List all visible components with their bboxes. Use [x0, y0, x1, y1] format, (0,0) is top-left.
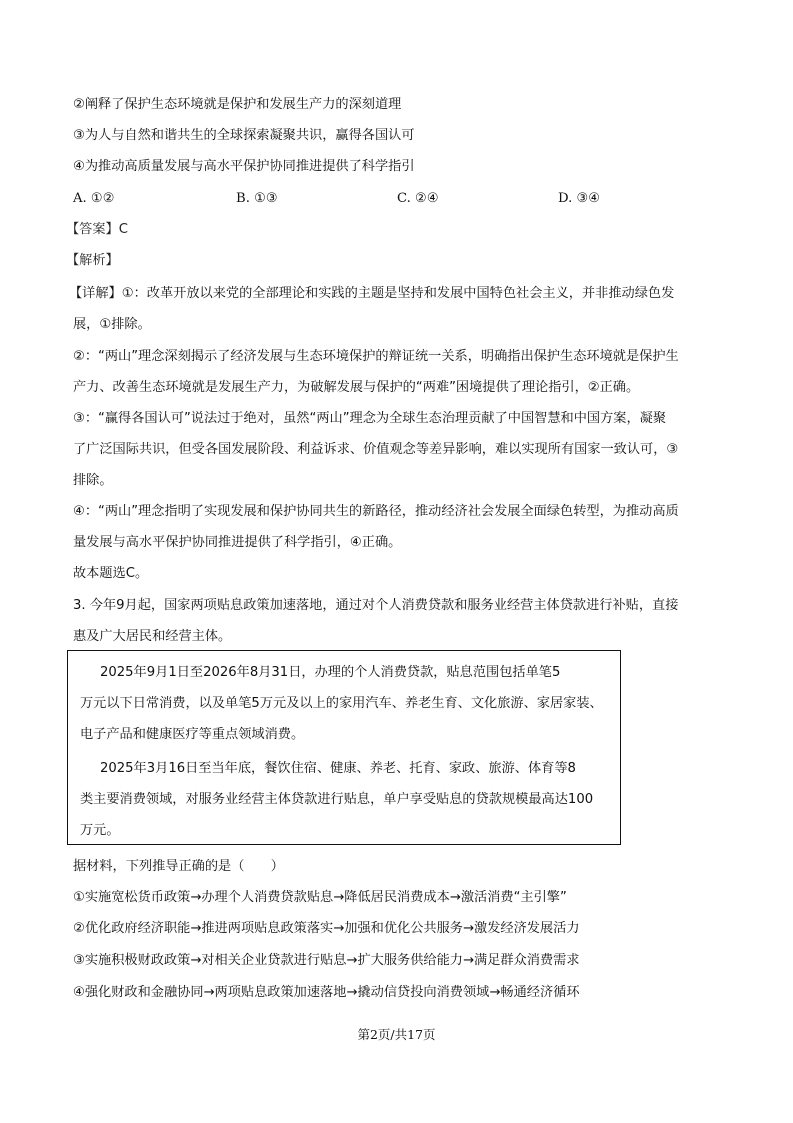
explain-line-2: 展，①排除。: [73, 317, 151, 332]
material-line-5: 类主要消费领域，对服务业经营主体贷款进行贴息，单户享受贴息的贷款规模最高达100: [80, 792, 594, 807]
question-prompt: 据材料，下列推导正确的是（ ）: [73, 859, 284, 874]
explain-conclusion: 故本题选C。: [73, 566, 149, 581]
option-c: C. ②④: [397, 191, 439, 206]
material-line-2: 万元以下日常消费，以及单笔5万元及以上的家用汽车、养老生育、文化旅游、家居家装、: [80, 696, 603, 711]
analysis-label: 【解析】: [66, 253, 119, 268]
answer-label: 【答案】C: [66, 222, 128, 237]
material-line-3: 电子产品和健康医疗等重点领域消费。: [80, 727, 305, 742]
choice-2: ②优化政府经济职能→推进两项贴息政策落实→加强和优化公共服务→激发经济发展活力: [73, 921, 580, 936]
choice-4: ④强化财政和金融协同→两项贴息政策加速落地→撬动信贷投向消费领域→畅通经济循环: [73, 985, 580, 1000]
explain-line-6: 了广泛国际共识，但受各国发展阶段、利益诉求、价值观念等差异影响，难以实现所有国家一致认可，③: [73, 442, 679, 457]
explain-line-4: 产力、改善生态环境就是发展生产力，为破解发展与保护的“两难”困境提供了理论指引，②正确。: [73, 380, 640, 395]
explain-line-8: ④：“两山”理念指明了实现发展和保护协同共生的新路径，推动经济社会发展全面绿色转型，为推动高质: [73, 504, 679, 519]
material-box: [67, 650, 621, 845]
material-line-4: 2025年3月16日至当年底，餐饮住宿、健康、养老、托育、家政、旅游、体育等8: [100, 761, 576, 776]
option-line-3: ③为人与自然和谐共生的全球探索凝聚共识，赢得各国认可: [73, 128, 415, 143]
material-line-1: 2025年9月1日至2026年8月31日，办理的个人消费贷款，贴息范围包括单笔5: [100, 665, 561, 680]
option-line-4: ④为推动高质量发展与高水平保护协同推进提供了科学指引: [73, 159, 415, 174]
option-d: D. ③④: [558, 191, 601, 206]
answer-options: [73, 190, 673, 208]
explain-line-5: ③：“赢得各国认可”说法过于绝对，虽然“两山”理念为全球生态治理贡献了中国智慧和中国方案，凝聚: [73, 411, 667, 426]
explain-line-7: 排除。: [73, 473, 113, 488]
choice-3: ③实施积极财政政策→对相关企业贷款进行贴息→扩大服务供给能力→满足群众消费需求: [73, 953, 580, 968]
option-b: B. ①③: [236, 191, 278, 206]
explain-line-3: ②：“两山”理念深刻揭示了经济发展与生态环境保护的辩证统一关系，明确指出保护生态环境就是保护生: [73, 349, 679, 364]
material-line-6: 万元。: [80, 823, 120, 838]
explain-line-9: 量发展与高水平保护协同推进提供了科学指引，④正确。: [73, 535, 402, 550]
page-footer: 第2页/共17页: [357, 1027, 436, 1042]
question-3-line-1: 3. 今年9月起，国家两项贴息政策加速落地，通过对个人消费贷款和服务业经营主体贷款进行补贴，直接: [73, 598, 679, 613]
option-a: A. ①②: [73, 191, 115, 206]
option-line-2: ②阐释了保护生态环境就是保护和发展生产力的深刻道理: [73, 97, 402, 112]
explain-line-1: 【详解】①：改革开放以来党的全部理论和实践的主题是坚持和发展中国特色社会主义，并非推动绿色发: [69, 286, 675, 301]
question-3-line-2: 惠及广大居民和经营主体。: [73, 629, 232, 644]
choice-1: ①实施宽松货币政策→办理个人消费贷款贴息→降低居民消费成本→激活消费“主引擎”: [73, 890, 567, 905]
